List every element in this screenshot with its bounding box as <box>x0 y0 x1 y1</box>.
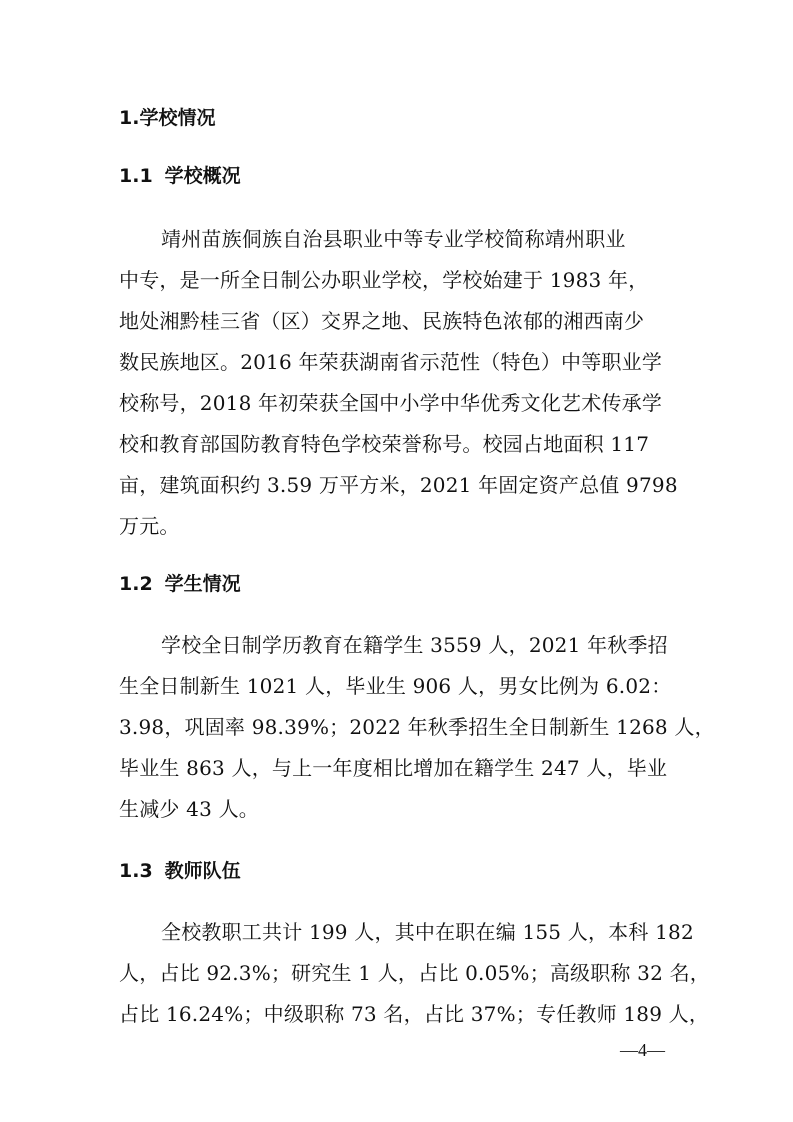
section-title: 教师队伍 <box>164 860 241 882</box>
paragraph-teaching-staff <box>119 912 710 1035</box>
text-line: 学校全日制学历教育在籍学生 3559 人，2021 年秋季招 <box>161 633 668 657</box>
section-heading-1-3 <box>119 858 241 884</box>
text-line: 亩，建筑面积约 3.59 万平方米，2021 年固定资产总值 9798 <box>119 473 678 497</box>
text-line: 校和教育部国防教育特色学校荣誉称号。校园占地面积 117 <box>119 432 650 456</box>
text-line: 万元。 <box>119 514 180 538</box>
paragraph-student-situation <box>119 625 715 830</box>
section-number: 1.2 <box>119 573 153 595</box>
text-line: 数民族地区。2016 年荣获湖南省示范性（特色）中等职业学 <box>119 350 663 374</box>
text-line: 人，占比 92.3%；研究生 1 人，占比 0.05%；高级职称 32 名， <box>119 961 710 985</box>
section-title: 1.学校情况 <box>119 107 216 129</box>
text-line: 地处湘黔桂三省（区）交界之地、民族特色浓郁的湘西南少 <box>119 309 645 333</box>
text-line: 中专，是一所全日制公办职业学校，学校始建于 1983 年， <box>119 268 649 292</box>
section-heading-1 <box>119 105 215 131</box>
section-heading-1-1 <box>119 163 241 189</box>
page-number: —4— <box>620 1040 665 1060</box>
paragraph-school-overview <box>119 219 677 547</box>
text-line: 生减少 43 人。 <box>119 797 259 821</box>
section-number: 1.1 <box>119 165 153 187</box>
text-line: 占比 16.24%；中级职称 73 名，占比 37%；专任教师 189 人， <box>119 1002 710 1026</box>
text-line: 生全日制新生 1021 人，毕业生 906 人，男女比例为 6.02： <box>119 674 672 698</box>
text-line: 校称号，2018 年初荣获全国中小学中华优秀文化艺术传承学 <box>119 391 663 415</box>
section-title: 学生情况 <box>164 573 241 595</box>
text-line: 靖州苗族侗族自治县职业中等专业学校简称靖州职业 <box>161 227 626 251</box>
section-heading-1-2 <box>119 571 241 597</box>
section-title: 学校概况 <box>164 165 241 187</box>
text-line: 3.98，巩固率 98.39%；2022 年秋季招生全日制新生 1268 人， <box>119 715 715 739</box>
section-number: 1.3 <box>119 860 153 882</box>
text-line: 毕业生 863 人，与上一年度相比增加在籍学生 247 人，毕业 <box>119 756 668 780</box>
text-line: 全校教职工共计 199 人，其中在职在编 155 人，本科 182 <box>161 920 694 944</box>
